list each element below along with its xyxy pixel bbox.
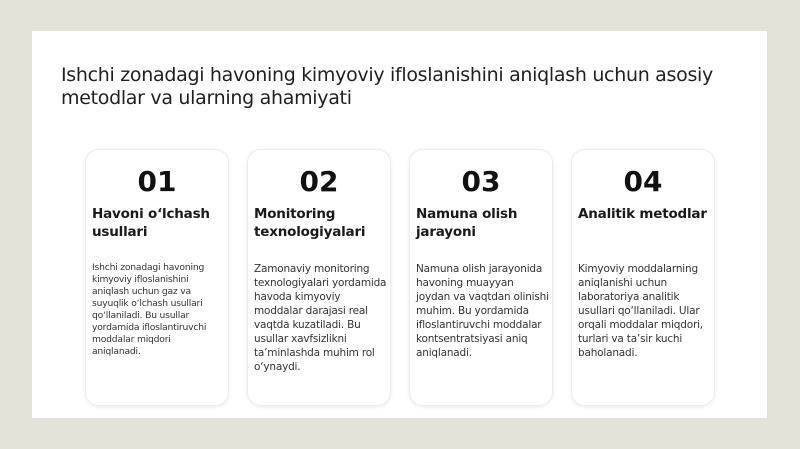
- method-card-4: [571, 149, 715, 406]
- card-description: Zamonaviy monitoring texnologiyalari yordamida havoda kimyoviy moddalar darajasi real vaqtda kuzatiladi. Bu usullar xavfsizlikni ta’minlashda muhim rol o‘ynaydi.: [254, 263, 387, 373]
- method-card-2: [247, 149, 391, 406]
- method-card-1: [85, 149, 229, 406]
- card-number: 01: [137, 165, 177, 198]
- card-heading: Analitik metodlar: [578, 206, 707, 222]
- card-number: 04: [623, 165, 663, 198]
- card-number: 03: [461, 165, 501, 198]
- card-heading: Havoni o‘lchash usullari: [92, 206, 210, 240]
- card-heading: Namuna olish jarayoni: [416, 206, 518, 240]
- card-heading: Monitoring texnologiyalari: [254, 206, 366, 240]
- slide: [32, 31, 767, 418]
- card-description: Kimyoviy moddalarning aniqlanishi uchun laboratoriya analitik usullari qo‘llaniladi. Ular orqali moddalar miqdori, turlari va ta’sir kuchi baholanadi.: [578, 263, 703, 359]
- card-number: 02: [299, 165, 339, 198]
- slide-title: Ishchi zonadagi havoning kimyoviy ifloslanishini aniqlash uchun asosiy metodlar va ularning ahamiyati: [61, 64, 713, 109]
- card-description: Namuna olish jarayonida havoning muayyan joydan va vaqtdan olinishi muhim. Bu yordamida ifloslantiruvchi moddalar kontsentratsiyasi aniq aniqlanadi.: [416, 263, 549, 359]
- method-card-3: [409, 149, 553, 406]
- card-description: Ishchi zonadagi havoning kimyoviy ifloslanishini aniqlash uchun gaz va suyuqlik o‘lchash usullari qo‘llaniladi. Bu usullar yordamida ifloslantiruvchi moddalar miqdori aniqlanadi.: [92, 262, 207, 357]
